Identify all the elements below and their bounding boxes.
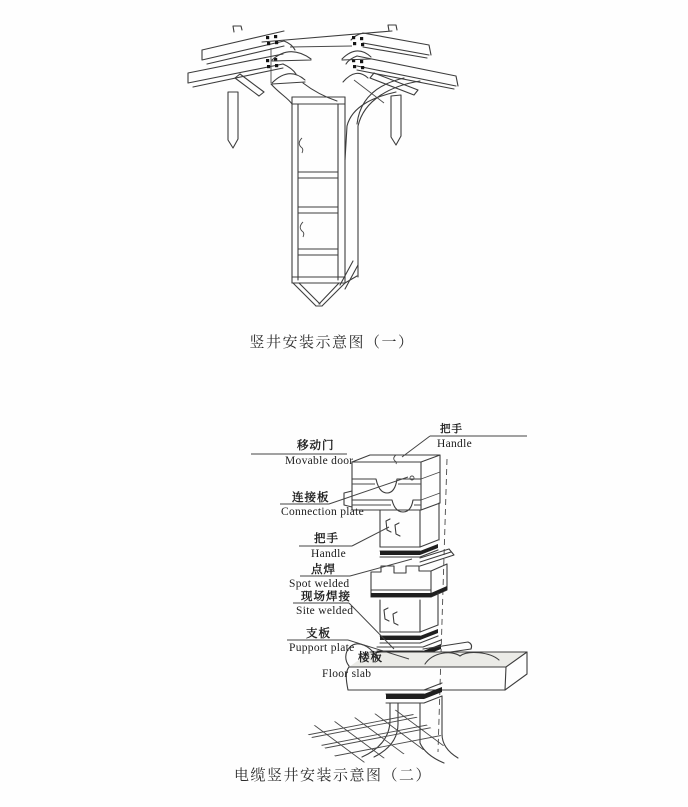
- fig1-left-upper-tray: [202, 26, 295, 64]
- fig1-right-bracket: [370, 73, 418, 145]
- label-movable-door-en: Movable door: [285, 455, 354, 467]
- label-floor-slab-zh: 楼板: [358, 652, 383, 664]
- fig2-spot-weld-block: [371, 564, 447, 597]
- figure2-caption: 电缆竖井安装示意图（二）: [233, 768, 432, 784]
- fig1-right-upper-tray: [351, 25, 431, 58]
- label-handle-top-en: Handle: [437, 438, 473, 450]
- label-site-welded-zh: 现场焊接: [301, 591, 351, 603]
- label-floor-slab-en: Floor slab: [322, 668, 372, 680]
- label-handle-mid-en: Handle: [311, 548, 347, 560]
- label-support-plate-en: Pupport plate: [289, 642, 355, 654]
- fig1-left-bracket: [228, 74, 264, 148]
- label-connection-plate-zh: 连接板: [292, 492, 330, 504]
- fig2-cable-grating: [302, 706, 454, 768]
- label-site-welded-en: Site welded: [296, 605, 354, 617]
- label-spot-welded-zh: 点焊: [311, 564, 336, 576]
- fig2-mid-section: [380, 503, 454, 566]
- label-movable-door-zh: 移动门: [297, 440, 335, 452]
- fig2-floor-slab: [346, 644, 527, 690]
- fig1-shaft-assembly-drawing: [188, 25, 458, 306]
- label-spot-welded-en: Spot welded: [289, 578, 350, 590]
- fig2-cable-shaft-drawing: [251, 436, 527, 768]
- label-support-plate-zh: 支板: [306, 628, 331, 640]
- fig2-movable-door-section: [344, 455, 440, 512]
- label-handle-mid-zh: 把手: [314, 533, 339, 545]
- figure1-caption: 竖井安装示意图（一）: [249, 335, 415, 351]
- fig2-lower-section: [380, 593, 438, 643]
- label-connection-plate-en: Connection plate: [281, 506, 365, 518]
- fig2-shaft-below-slab: [362, 683, 458, 763]
- label-handle-top-zh: 把手: [440, 424, 463, 435]
